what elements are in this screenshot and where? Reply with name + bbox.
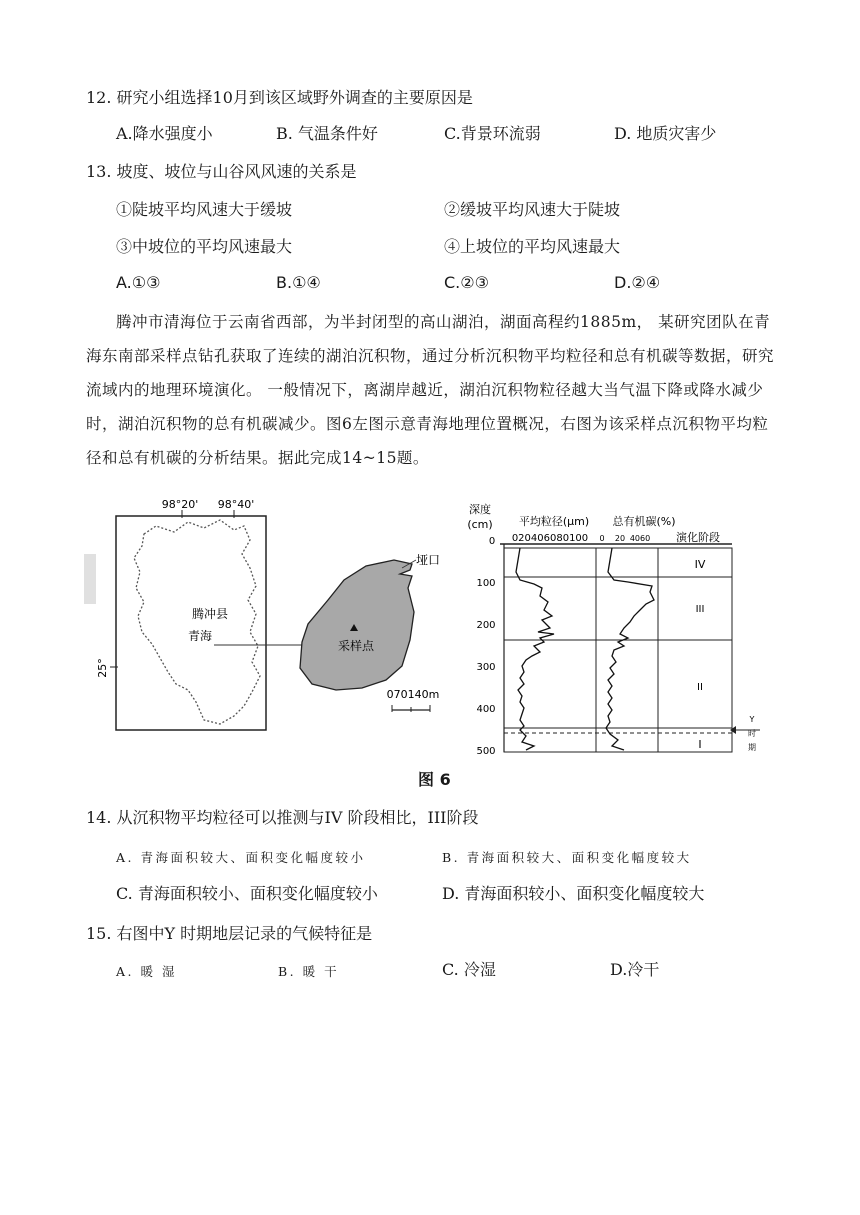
grain-size-label: 平均粒径(μm)	[518, 515, 590, 528]
stage-iv: IV	[694, 558, 706, 571]
stage-iii: III	[695, 604, 705, 615]
lake-label-map: 青海	[187, 629, 213, 643]
q14-option-c: C. 青海面积较小、面积变化幅度较小	[116, 884, 378, 903]
stage-i: I	[698, 738, 702, 751]
stage-ii: II	[697, 682, 703, 693]
q13-option-a: A.①③	[116, 273, 161, 292]
q15-stem: 15. 右图中Y 时期地层记录的气候特征是	[86, 924, 373, 943]
q12-option-b: B. 气温条件好	[276, 124, 378, 143]
q13-option-d: D.②④	[614, 273, 661, 292]
depth-tick-300: 300	[476, 662, 496, 673]
toc-curve	[606, 548, 654, 750]
q14-option-b: B. 青海面积较大、面积变化幅度较大	[442, 850, 692, 865]
depth-axis-label: 深度	[469, 503, 491, 516]
q12-option-d: D. 地质灾害少	[614, 124, 717, 143]
q15-option-b: B. 暖 干	[278, 964, 340, 979]
q12-stem: 12. 研究小组选择10月到该区域野外调查的主要原因是	[86, 88, 473, 107]
grain-size-ticks: 020406080100	[511, 533, 589, 544]
depth-tick-500: 500	[476, 746, 496, 757]
q13-statement-2: ②缓坡平均风速大于陡坡	[444, 200, 621, 219]
location-map	[84, 496, 274, 736]
depth-tick-0: 0	[488, 536, 496, 547]
q14-option-d: D. 青海面积较小、面积变化幅度较大	[442, 884, 705, 903]
q15-option-a: A. 暖 湿	[116, 964, 177, 979]
toc-tick-4060: 4060	[629, 534, 651, 543]
figure-caption: 图 6	[418, 770, 451, 789]
q13-statement-1: ①陡坡平均风速大于缓坡	[116, 200, 293, 219]
y-label-qi: 期	[748, 743, 756, 752]
county-label: 腾冲县	[191, 607, 229, 621]
y-label-shi: 时	[748, 729, 756, 738]
depth-tick-400: 400	[476, 704, 496, 715]
q15-option-c: C. 冷湿	[442, 960, 496, 979]
q13-option-b: B.①④	[276, 273, 321, 292]
longitude-label-2: 98°40'	[217, 498, 255, 511]
depth-tick-200: 200	[476, 620, 496, 631]
y-label: Y	[749, 715, 755, 724]
q14-stem: 14. 从沉积物平均粒径可以推测与IV 阶段相比，III阶段	[86, 808, 479, 827]
county-boundary	[134, 520, 260, 724]
q13-statement-3: ③中坡位的平均风速最大	[116, 237, 293, 256]
depth-tick-100: 100	[476, 578, 496, 589]
outlet-label: 垭口	[415, 553, 441, 567]
sediment-chart	[464, 500, 764, 762]
latitude-label: 25°	[96, 658, 109, 678]
lake-detail-map	[270, 540, 470, 720]
q15-option-d: D.冷干	[610, 960, 660, 979]
toc-tick-20: 20	[614, 534, 626, 543]
lake-shape	[300, 560, 414, 690]
stage-label: 演化阶段	[676, 531, 720, 544]
sample-point-label: 采样点	[337, 639, 375, 653]
depth-ticks	[476, 536, 495, 757]
q13-option-c: C.②③	[444, 273, 489, 292]
grain-size-curve	[516, 548, 554, 750]
passage: 腾冲市清海位于云南省西部，为半封闭型的高山湖泊，湖面高程约1885m， 某研究团队在青海东南部采样点钻孔获取了连续的湖泊沉积物，通过分析沉积物平均粒径和总有机碳等数据，研究流域内的地理环境演化。 一般情况下，离湖岸越近，湖泊沉积物粒径越大当气温下降或降水减少时，湖泊沉积物的总有机碳减少。图6左图示意青海地理位置概况，右图为该采样点沉积物平均粒径和总有机碳的分析结果。据此完成14~15题。	[86, 313, 775, 467]
longitude-label-1: 98°20'	[161, 498, 199, 511]
q13-statement-4: ④上坡位的平均风速最大	[444, 237, 621, 256]
q12-option-c: C.背景环流弱	[444, 124, 541, 143]
toc-label: 总有机碳(%)	[612, 515, 676, 528]
q12-option-a: A.降水强度小	[116, 124, 213, 143]
q14-option-a: A. 青海面积较大、面积变化幅度较小	[116, 850, 366, 865]
depth-axis-unit: (cm)	[467, 518, 493, 531]
scale-label: 070140m	[386, 688, 440, 701]
toc-tick-0: 0	[599, 534, 605, 543]
q13-stem: 13. 坡度、坡位与山谷风风速的关系是	[86, 162, 357, 181]
